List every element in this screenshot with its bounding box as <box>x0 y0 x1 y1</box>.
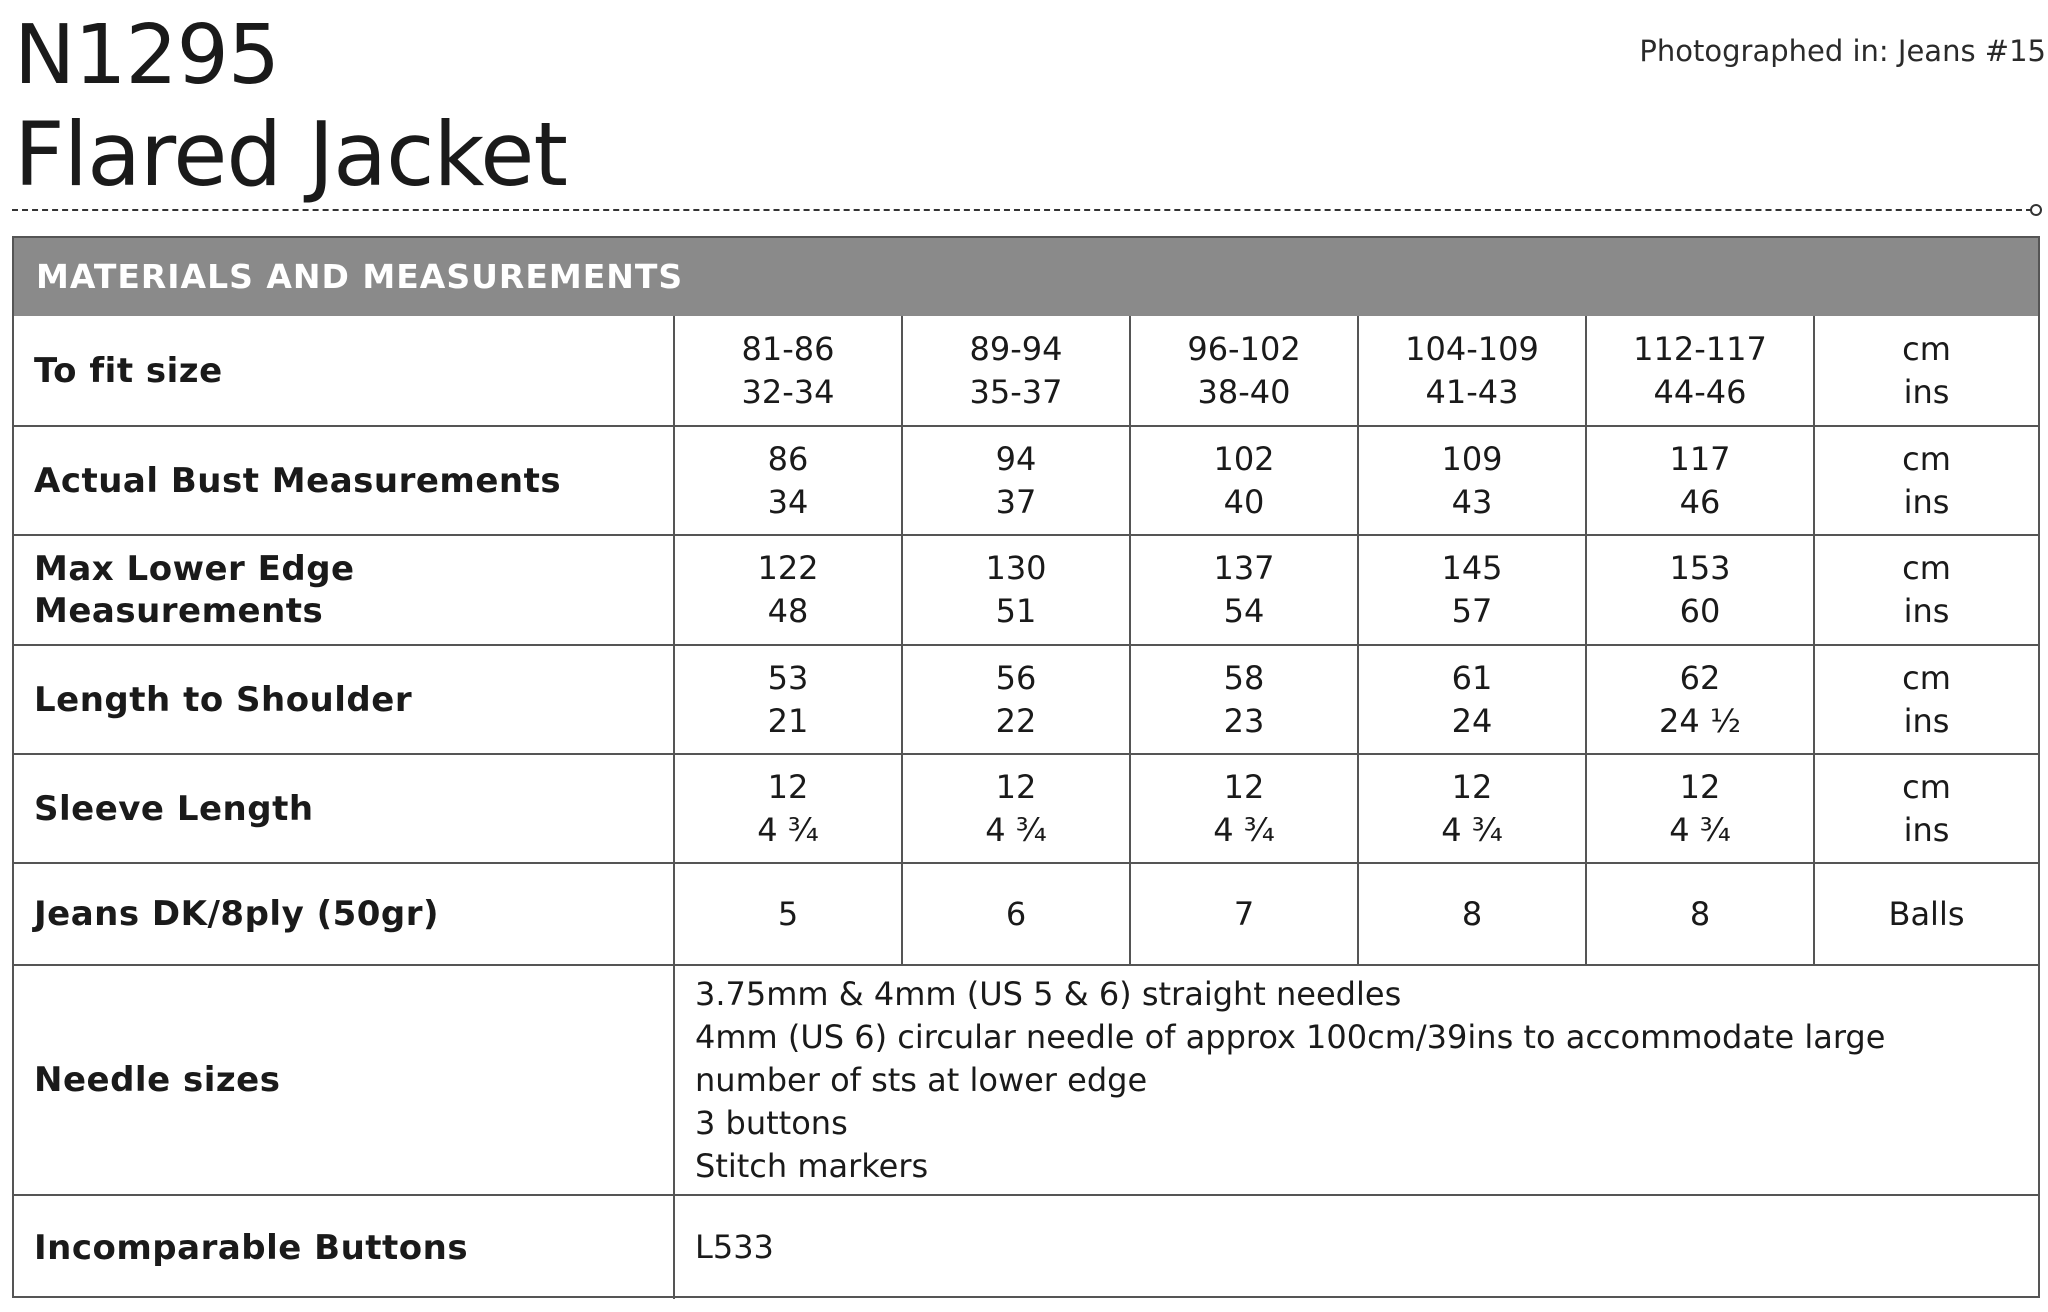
cell-value: 41-43 <box>1425 372 1519 411</box>
value-cell <box>1586 426 1814 535</box>
unit-cell <box>1814 535 2038 645</box>
cell-value: 4 ¾ <box>1441 810 1503 849</box>
row-label <box>14 426 674 535</box>
unit-cell <box>1814 863 2038 965</box>
cell-value: 24 <box>1451 701 1493 740</box>
row-label: Needle sizes <box>14 965 674 1195</box>
unit-cell <box>1814 645 2038 754</box>
cell-value: 4 ¾ <box>1669 810 1731 849</box>
value-cell <box>674 316 902 426</box>
cell-value: 7 <box>1233 894 1255 933</box>
cell-value: 81-86 <box>741 329 835 368</box>
table-row <box>14 316 2038 426</box>
cell-value: 4 ¾ <box>985 810 1047 849</box>
row-label <box>14 316 674 426</box>
unit-cell <box>1814 426 2038 535</box>
cell-value: cm <box>1902 658 1951 697</box>
value-cell <box>902 863 1130 965</box>
measurements-table <box>14 316 2038 1299</box>
cell-value: 34 <box>767 482 809 521</box>
cell-value: 6 <box>1005 894 1027 933</box>
cell-value: ins <box>1903 592 1950 630</box>
cell-value: 112-117 <box>1633 329 1767 368</box>
table-row-buttons <box>14 1195 2038 1299</box>
needle-note-line: 3.75mm & 4mm (US 5 & 6) straight needles <box>695 974 1402 1013</box>
row-label <box>14 863 674 965</box>
cell-value: 5 <box>777 894 799 933</box>
value-cell <box>674 645 902 754</box>
row-label-line: Sleeve Length <box>34 788 314 829</box>
cell-value: cm <box>1902 439 1951 478</box>
divider-end-circle-icon <box>2030 204 2042 216</box>
pattern-title: Flared Jacket <box>14 103 567 206</box>
cell-value: 54 <box>1223 592 1265 630</box>
value-cell <box>1130 645 1358 754</box>
cell-value: 43 <box>1451 482 1493 521</box>
cell-value: 56 <box>995 658 1037 697</box>
table-row-needles <box>14 965 2038 1195</box>
cell-value: 58 <box>1223 658 1265 697</box>
cell-value: 51 <box>995 592 1037 630</box>
value-cell <box>1358 426 1586 535</box>
cell-value: 12 <box>767 767 809 806</box>
value-cell <box>1358 316 1586 426</box>
cell-value: 102 <box>1213 439 1275 478</box>
cell-value: 35-37 <box>969 372 1063 411</box>
cell-value: 130 <box>985 549 1047 587</box>
table-row <box>14 426 2038 535</box>
value-cell <box>1358 645 1586 754</box>
value-cell <box>902 426 1130 535</box>
unit-cell <box>1814 316 2038 426</box>
cell-value: cm <box>1902 549 1951 587</box>
value-cell <box>902 316 1130 426</box>
cell-value: 48 <box>767 592 809 630</box>
table-row <box>14 754 2038 863</box>
cell-value: 137 <box>1213 549 1275 587</box>
row-label <box>14 535 674 645</box>
cell-value: 38-40 <box>1197 372 1291 411</box>
cell-value: 4 ¾ <box>1213 810 1275 849</box>
cell-value: 8 <box>1461 894 1483 933</box>
cell-value: ins <box>1903 482 1950 521</box>
cell-value: 21 <box>767 701 809 740</box>
cell-value: 23 <box>1223 701 1265 740</box>
value-cell <box>902 535 1130 645</box>
needle-note-line: 3 buttons <box>695 1103 848 1142</box>
value-cell <box>1586 645 1814 754</box>
value-cell <box>674 754 902 863</box>
value-cell <box>902 754 1130 863</box>
dashed-divider <box>12 209 2032 211</box>
cell-value: 109 <box>1441 439 1503 478</box>
value-cell <box>674 535 902 645</box>
row-label-line: Length to Shoulder <box>34 679 413 720</box>
value-cell <box>902 645 1130 754</box>
value-cell <box>1130 754 1358 863</box>
needle-note-line: 4mm (US 6) circular needle of approx 100cm/39ins to accommodate large <box>695 1017 1886 1056</box>
cell-value: 12 <box>1451 767 1493 806</box>
unit-cell <box>1814 754 2038 863</box>
cell-value: 86 <box>767 439 809 478</box>
cell-value: 96-102 <box>1187 329 1301 368</box>
cell-value: 104-109 <box>1405 329 1539 368</box>
row-label: Incomparable Buttons <box>14 1195 674 1299</box>
pattern-code: N1295 <box>14 8 280 103</box>
cell-value: 46 <box>1679 482 1721 521</box>
value-cell <box>1358 754 1586 863</box>
table-row <box>14 535 2038 645</box>
cell-value: 12 <box>995 767 1037 806</box>
cell-value: 117 <box>1669 439 1731 478</box>
cell-value: 8 <box>1689 894 1711 933</box>
cell-value: 89-94 <box>969 329 1063 368</box>
button-code: L533 <box>674 1195 2038 1299</box>
table-body <box>14 316 2038 1299</box>
cell-value: 4 ¾ <box>757 810 819 849</box>
value-cell <box>1130 535 1358 645</box>
value-cell <box>1586 316 1814 426</box>
cell-value: 60 <box>1679 592 1721 630</box>
cell-value: ins <box>1903 701 1950 740</box>
cell-value: 22 <box>995 701 1037 740</box>
row-label <box>14 754 674 863</box>
cell-value: cm <box>1902 329 1951 368</box>
row-label-line: Max Lower Edge <box>34 549 355 589</box>
row-label-line: Jeans DK/8ply (50gr) <box>34 894 440 934</box>
cell-value: 153 <box>1669 549 1731 587</box>
cell-value: 61 <box>1451 658 1493 697</box>
photographed-in-note: Photographed in: Jeans #15 <box>1639 34 2046 68</box>
cell-value: ins <box>1903 372 1950 411</box>
value-cell <box>1130 863 1358 965</box>
cell-value: 145 <box>1441 549 1503 587</box>
cell-value: ins <box>1903 810 1950 849</box>
value-cell <box>1130 426 1358 535</box>
row-label <box>14 645 674 754</box>
row-label-line: Measurements <box>34 591 324 631</box>
value-cell <box>1358 535 1586 645</box>
needle-note-line: Stitch markers <box>695 1146 929 1185</box>
value-cell <box>1358 863 1586 965</box>
cell-value: 62 <box>1679 658 1721 697</box>
materials-panel <box>12 236 2040 1298</box>
row-label-line: Actual Bust Measurements <box>34 460 562 501</box>
cell-value: 122 <box>757 549 819 587</box>
cell-value: 94 <box>995 439 1037 478</box>
cell-value: 40 <box>1223 482 1265 521</box>
value-cell <box>674 863 902 965</box>
value-cell <box>1586 535 1814 645</box>
section-title: MATERIALS AND MEASUREMENTS <box>14 238 2038 316</box>
value-cell <box>1130 316 1358 426</box>
needle-notes <box>674 965 2038 1195</box>
cell-value: 32-34 <box>741 372 835 411</box>
value-cell <box>674 426 902 535</box>
needle-note-line: number of sts at lower edge <box>695 1060 1148 1099</box>
table-row <box>14 645 2038 754</box>
cell-value: 12 <box>1223 767 1265 806</box>
cell-value: Balls <box>1888 894 1965 933</box>
cell-value: 53 <box>767 658 809 697</box>
cell-value: 37 <box>995 482 1037 521</box>
table-row <box>14 863 2038 965</box>
cell-value: 24 ½ <box>1659 701 1741 740</box>
row-label-line: To fit size <box>34 350 223 391</box>
value-cell <box>1586 754 1814 863</box>
cell-value: 57 <box>1451 592 1493 630</box>
cell-value: 12 <box>1679 767 1721 806</box>
cell-value: cm <box>1902 767 1951 806</box>
value-cell <box>1586 863 1814 965</box>
cell-value: 44-46 <box>1653 372 1747 411</box>
